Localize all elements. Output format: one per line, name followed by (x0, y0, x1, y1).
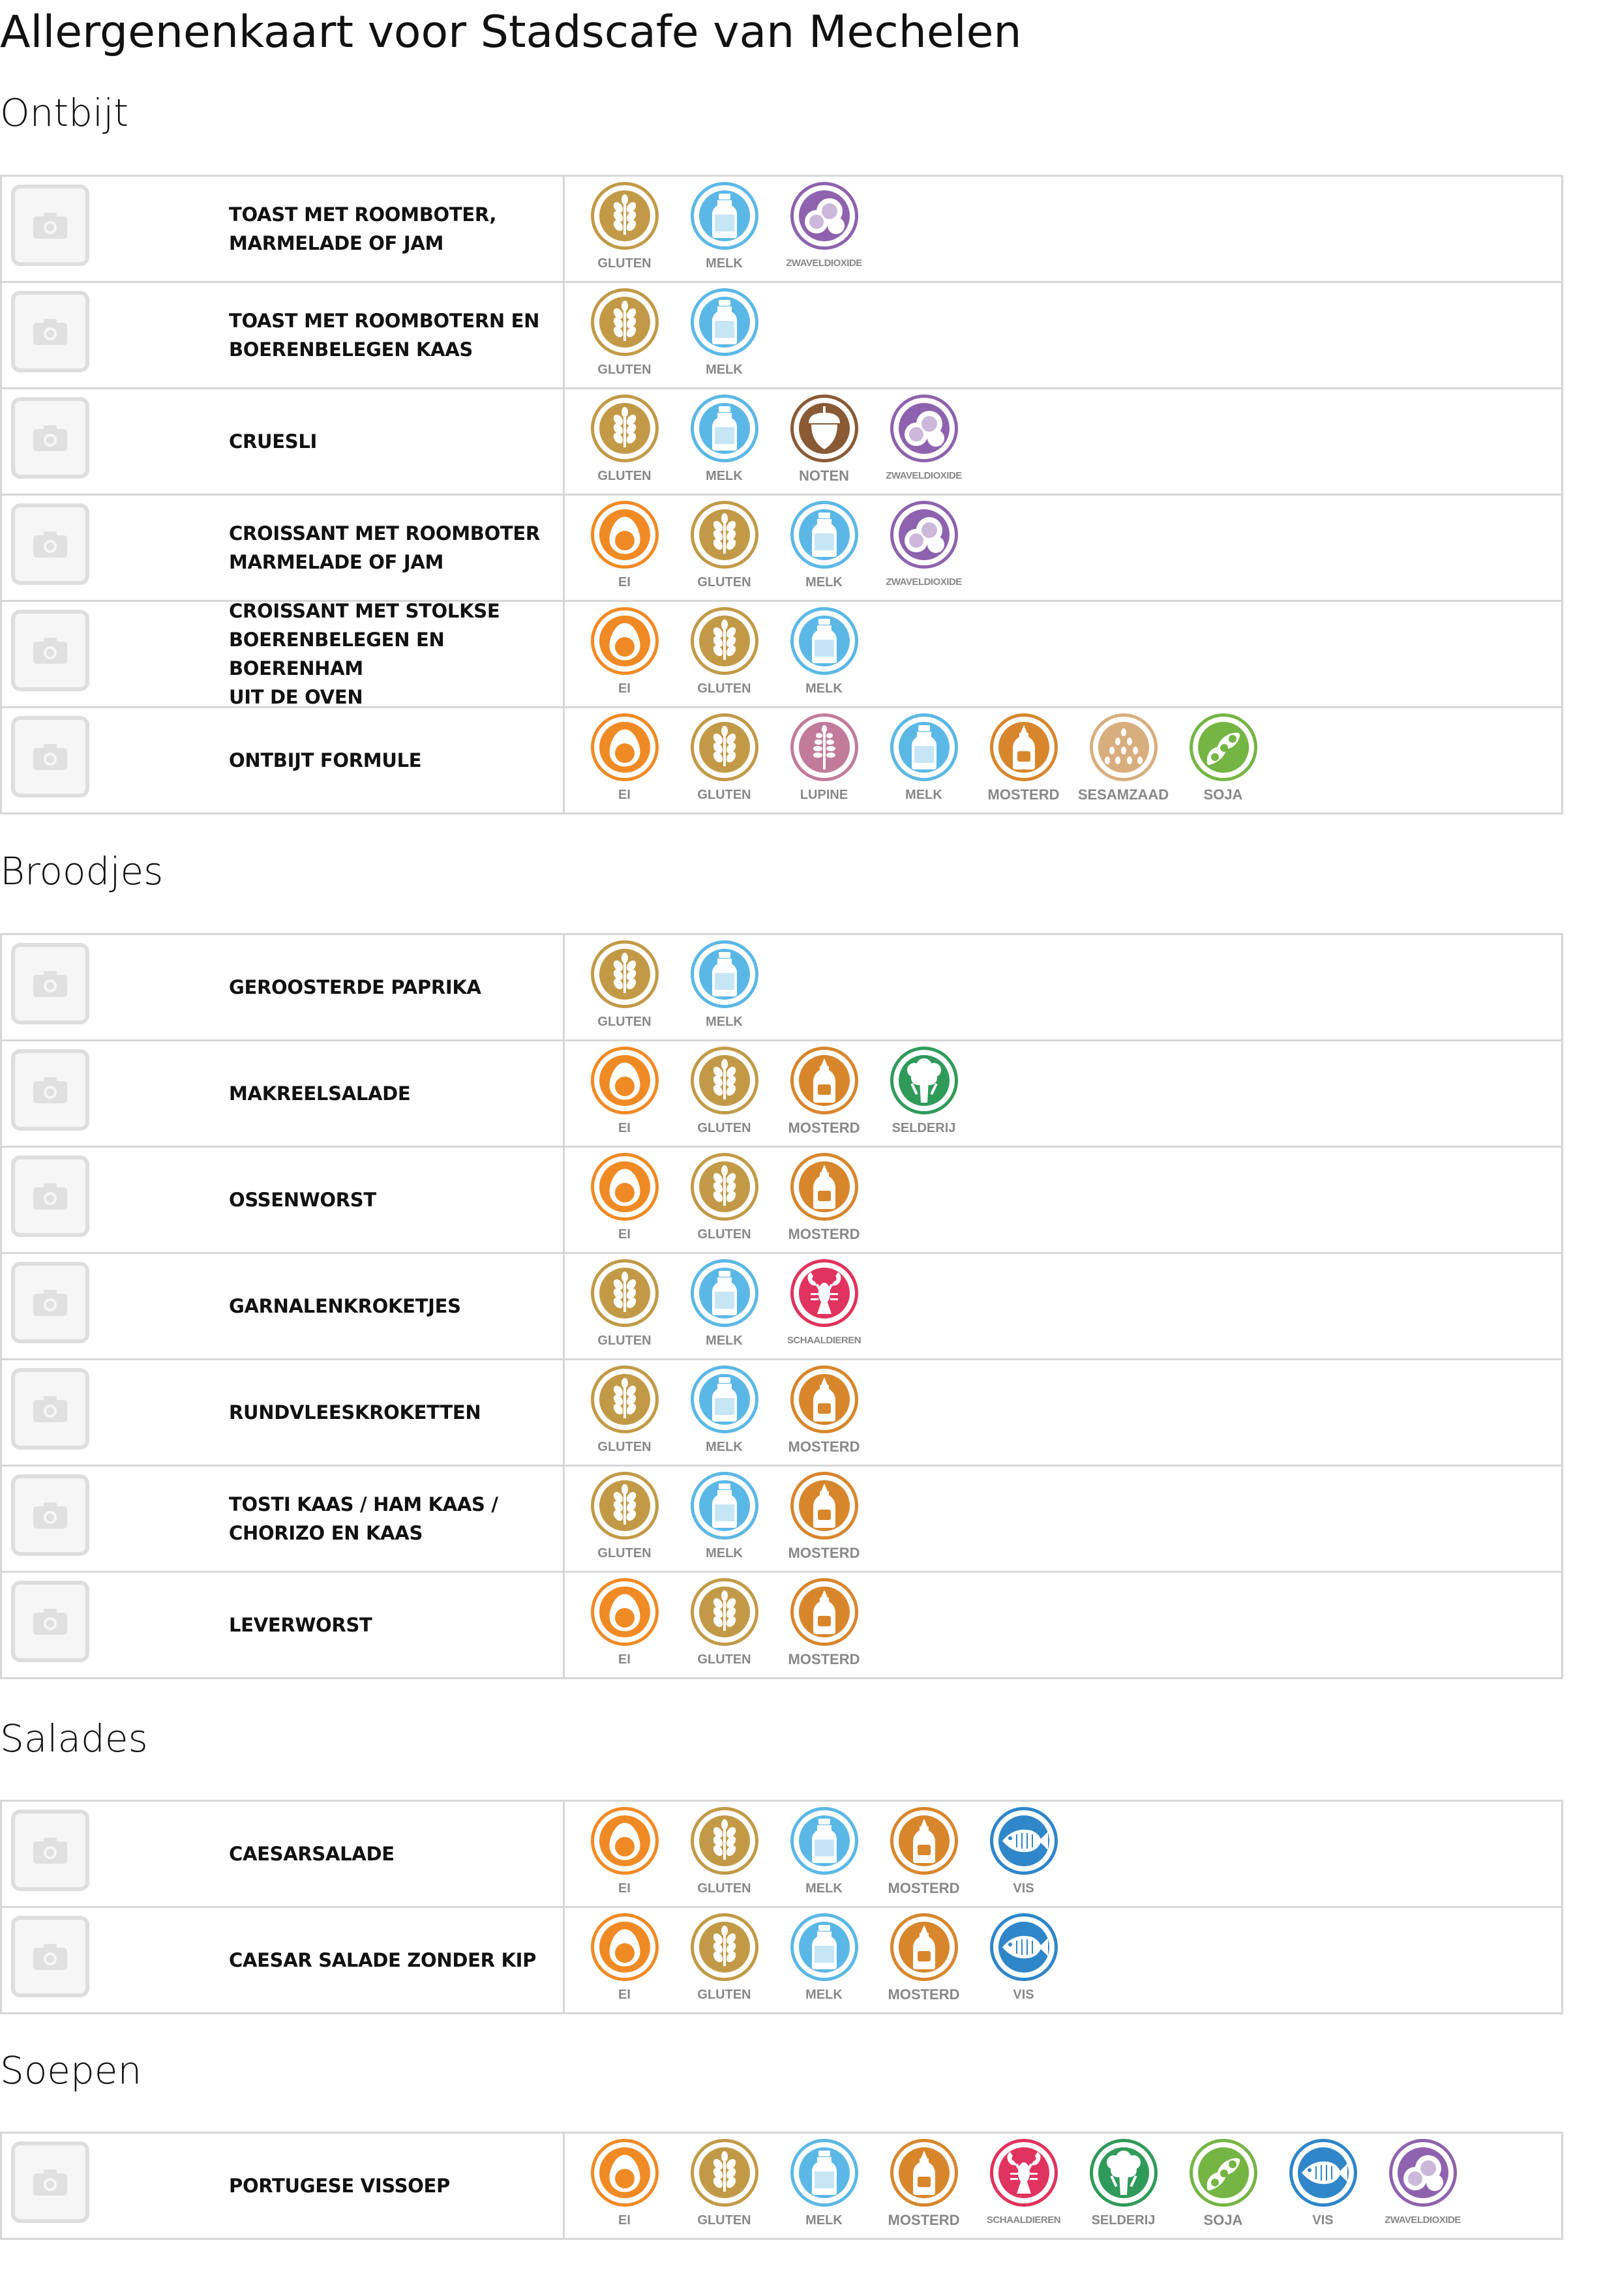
allergen-table-salades (0, 1800, 1563, 2014)
allergen-label: GLUTEN (697, 1988, 751, 2002)
column-divider (563, 1573, 565, 1677)
menu-item-row (2, 602, 1561, 708)
allergen-label: MOSTERD (788, 1439, 860, 1455)
allergen-vis (1273, 2139, 1373, 2228)
allergen-mosterd (774, 1365, 874, 1454)
column-divider (563, 1254, 565, 1358)
allergen-mosterd (874, 1913, 974, 2002)
photo-placeholder (11, 291, 89, 372)
allergen-gluten (674, 1807, 774, 1896)
wheat-icon (591, 182, 659, 250)
sulphite-bubbles-icon (1389, 2139, 1457, 2207)
allergen-label: MELK (805, 575, 843, 589)
menu-item-name (229, 283, 568, 387)
milk-bottle-icon (691, 288, 758, 356)
allergen-list (575, 288, 774, 377)
fish-icon (990, 1807, 1058, 1875)
egg-icon (591, 501, 659, 569)
allergen-label: EI (618, 575, 631, 589)
egg-icon (591, 1047, 659, 1114)
fish-icon (990, 1913, 1058, 1981)
mustard-bottle-icon (790, 1153, 858, 1221)
sulphite-bubbles-icon (890, 501, 958, 569)
allergen-vis (974, 1913, 1073, 2002)
allergen-gluten (674, 2139, 774, 2228)
allergen-zwavel (1373, 2139, 1473, 2228)
menu-item-row (2, 935, 1561, 1041)
allergen-melk (674, 1259, 774, 1348)
allergen-label: GLUTEN (697, 1881, 751, 1896)
allergen-label: SCHAALDIEREN (986, 2214, 1061, 2226)
allergen-melk (674, 1365, 774, 1454)
allergen-label: MELK (805, 2213, 843, 2228)
allergen-gluten (674, 1578, 774, 1667)
allergen-selderij (874, 1047, 974, 1135)
allergen-mosterd (774, 1153, 874, 1242)
allergen-gluten (575, 1472, 674, 1560)
allergen-gluten (575, 1365, 674, 1454)
milk-bottle-icon (790, 501, 858, 569)
column-divider (563, 2134, 565, 2238)
wheat-icon (591, 940, 659, 1008)
allergen-gluten (575, 182, 674, 271)
allergen-mosterd (774, 1047, 874, 1135)
allergen-label: SELDERIJ (891, 1121, 956, 1135)
allergen-melk (874, 713, 974, 802)
allergen-label: GLUTEN (697, 681, 751, 696)
photo-placeholder (11, 1049, 89, 1131)
allergen-mosterd (874, 2139, 974, 2228)
allergen-label: MELK (706, 1440, 743, 1454)
allergen-gluten (575, 940, 674, 1029)
allergen-label: MOSTERD (987, 786, 1060, 803)
allergen-mosterd (774, 1472, 874, 1560)
menu-item-row (2, 1908, 1561, 2014)
milk-bottle-icon (691, 940, 758, 1008)
allergen-label: EI (618, 788, 631, 802)
column-divider (563, 1908, 565, 2012)
allergen-label: ZWAVELDIOXIDE (786, 258, 862, 269)
allergen-label: MOSTERD (888, 2212, 960, 2228)
column-divider (563, 708, 565, 813)
allergen-label: ZWAVELDIOXIDE (886, 576, 962, 588)
menu-item-name-text: CROISSANT MET ROOMBOTER MARMELADE OF JAM (229, 522, 540, 573)
fish-icon (1289, 2139, 1357, 2207)
milk-bottle-icon (691, 1259, 758, 1327)
allergen-sesamzaad (1073, 713, 1173, 802)
column-divider (563, 1802, 565, 1906)
egg-icon (591, 713, 659, 781)
menu-item-row (2, 496, 1561, 602)
menu-item-name (229, 1467, 568, 1571)
wheat-icon (691, 1913, 758, 1981)
photo-placeholder (11, 2141, 89, 2223)
wheat-icon (691, 713, 758, 781)
allergen-label: GLUTEN (697, 575, 751, 589)
menu-item-row (2, 1360, 1561, 1467)
allergen-gluten (674, 501, 774, 589)
allergen-melk (774, 1913, 874, 2002)
allergen-label: GLUTEN (597, 1546, 652, 1560)
milk-bottle-icon (790, 607, 858, 675)
mustard-bottle-icon (790, 1047, 858, 1114)
menu-item-name (229, 2134, 568, 2238)
egg-icon (591, 1913, 659, 1981)
allergen-list (575, 607, 874, 696)
milk-bottle-icon (790, 1807, 858, 1875)
allergen-label: ZWAVELDIOXIDE (886, 470, 962, 481)
allergen-list (575, 1913, 1073, 2002)
photo-placeholder (11, 1262, 89, 1343)
wheat-icon (691, 1578, 758, 1646)
allergen-label: SCHAALDIEREN (787, 1335, 861, 1346)
menu-item-row (2, 1573, 1561, 1679)
allergen-label: EI (618, 2213, 631, 2228)
allergen-ei (575, 2139, 674, 2228)
allergen-label: MELK (706, 363, 743, 377)
menu-item-name (229, 1254, 568, 1358)
allergen-label: MOSTERD (888, 1986, 960, 2003)
allergen-label: MOSTERD (888, 1880, 960, 1896)
allergen-ei (575, 1153, 674, 1242)
column-divider (563, 177, 565, 281)
column-divider (563, 389, 565, 494)
allergen-gluten (674, 1913, 774, 2002)
mustard-bottle-icon (990, 713, 1058, 781)
menu-item-name-text: TOAST MET ROOMBOTERN EN BOERENBELEGEN KAAS (229, 310, 540, 361)
allergen-label: GLUTEN (597, 1440, 652, 1454)
celery-icon (1090, 2139, 1158, 2207)
allergen-soja (1173, 2139, 1273, 2228)
column-divider (563, 1360, 565, 1465)
allergen-label: MOSTERD (788, 1545, 860, 1561)
allergen-noten (774, 395, 874, 483)
photo-placeholder (11, 610, 89, 691)
allergen-melk (674, 395, 774, 483)
allergen-gluten (674, 607, 774, 696)
allergen-label: VIS (1013, 1988, 1034, 2002)
menu-item-row (2, 1802, 1561, 1908)
allergen-list (575, 1047, 974, 1135)
allergen-label: MELK (706, 256, 743, 271)
photo-placeholder (11, 1916, 89, 1997)
menu-item-name (229, 708, 568, 813)
allergen-soja (1173, 713, 1273, 802)
allergen-label: GLUTEN (597, 256, 652, 271)
allergen-list (575, 713, 1273, 802)
allergen-gluten (674, 1047, 774, 1135)
mustard-bottle-icon (890, 2139, 958, 2207)
soybean-icon (1190, 713, 1257, 781)
allergen-label: MOSTERD (788, 1120, 860, 1136)
menu-item-name-text: ONTBIJT FORMULE (229, 749, 422, 771)
allergen-melk (674, 1472, 774, 1560)
column-divider (563, 1148, 565, 1252)
allergen-label: MELK (905, 788, 942, 802)
photo-placeholder (11, 1155, 89, 1237)
allergen-ei (575, 501, 674, 589)
column-divider (563, 1041, 565, 1146)
menu-item-name-text: TOSTI KAAS / HAM KAAS / CHORIZO EN KAAS (229, 1493, 498, 1544)
allergen-zwavel (874, 501, 974, 589)
wheat-icon (691, 607, 758, 675)
allergen-label: EI (618, 1881, 631, 1896)
allergen-label: SOJA (1203, 2212, 1243, 2228)
photo-placeholder (11, 943, 89, 1024)
allergen-label: GLUTEN (697, 2213, 751, 2228)
menu-item-name-text: CROISSANT MET STOLKSE BOERENBELEGEN EN BOERENHAM UIT DE OVEN (229, 600, 500, 708)
mustard-bottle-icon (890, 1913, 958, 1981)
allergen-melk (774, 2139, 874, 2228)
milk-bottle-icon (691, 395, 758, 462)
allergen-label: MELK (706, 1546, 743, 1560)
milk-bottle-icon (790, 1913, 858, 1981)
allergen-label: MELK (706, 1015, 743, 1029)
menu-item-name (229, 1573, 568, 1677)
egg-icon (591, 1153, 659, 1221)
menu-item-name (229, 1802, 568, 1906)
allergen-label: ZWAVELDIOXIDE (1385, 2214, 1461, 2226)
allergen-melk (774, 607, 874, 696)
menu-item-row (2, 1041, 1561, 1148)
menu-item-name-text: CRUESLI (229, 430, 318, 453)
allergen-ei (575, 1807, 674, 1896)
allergen-label: LUPINE (800, 788, 848, 802)
photo-placeholder (11, 1368, 89, 1450)
allergen-list (575, 1259, 874, 1348)
allergen-melk (674, 940, 774, 1029)
allergen-list (575, 940, 774, 1029)
allergen-label: MOSTERD (788, 1651, 860, 1667)
allergen-label: MELK (805, 1988, 843, 2002)
allergen-label: MOSTERD (788, 1226, 860, 1242)
wheat-icon (691, 1047, 758, 1114)
allergen-selderij (1073, 2139, 1173, 2228)
allergen-gluten (575, 1259, 674, 1348)
allergen-melk (774, 501, 874, 589)
allergen-label: GLUTEN (697, 1227, 751, 1242)
allergen-list (575, 1153, 874, 1242)
menu-item-name (229, 496, 568, 600)
allergen-label: GLUTEN (597, 1015, 652, 1029)
allergen-list (575, 182, 874, 271)
allergen-label: VIS (1312, 2213, 1334, 2228)
allergen-mosterd (974, 713, 1073, 802)
menu-item-name (229, 177, 568, 281)
menu-item-name (229, 935, 568, 1039)
celery-icon (890, 1047, 958, 1114)
mustard-bottle-icon (790, 1578, 858, 1646)
allergen-label: EI (618, 1227, 631, 1242)
lobster-icon (790, 1259, 858, 1327)
lupine-flower-icon (790, 713, 858, 781)
menu-item-name-text: TOAST MET ROOMBOTER, MARMELADE OF JAM (229, 203, 497, 254)
allergen-schaaldieren (974, 2139, 1073, 2228)
wheat-icon (591, 1259, 659, 1327)
milk-bottle-icon (890, 713, 958, 781)
wheat-icon (591, 1365, 659, 1433)
menu-item-row (2, 1467, 1561, 1573)
allergen-melk (774, 1807, 874, 1896)
allergen-schaaldieren (774, 1259, 874, 1348)
egg-icon (591, 1578, 659, 1646)
menu-item-name (229, 1041, 568, 1146)
allergen-label: GLUTEN (597, 1334, 652, 1348)
wheat-icon (691, 2139, 758, 2207)
milk-bottle-icon (691, 182, 758, 250)
mustard-bottle-icon (790, 1472, 858, 1540)
menu-item-name-text: CAESAR SALADE ZONDER KIP (229, 1949, 537, 1971)
allergen-zwavel (874, 395, 974, 483)
allergen-lupine (774, 713, 874, 802)
allergen-label: SOJA (1203, 786, 1243, 803)
menu-item-name-text: LEVERWORST (229, 1614, 372, 1636)
menu-item-name-text: GARNALENKROKETJES (229, 1295, 461, 1317)
menu-item-name (229, 1908, 568, 2012)
column-divider (563, 602, 565, 706)
allergen-label: EI (618, 1652, 631, 1667)
allergen-label: EI (618, 1988, 631, 2002)
wheat-icon (591, 288, 659, 356)
allergen-gluten (575, 395, 674, 483)
menu-item-name-text: RUNDVLEESKROKETTEN (229, 1401, 481, 1424)
allergen-mosterd (774, 1578, 874, 1667)
allergen-label: GLUTEN (597, 469, 652, 483)
wheat-icon (591, 1472, 659, 1540)
allergen-list (575, 1807, 1073, 1896)
acorn-icon (790, 395, 858, 462)
allergen-gluten (674, 1153, 774, 1242)
photo-placeholder (11, 1581, 89, 1662)
allergen-ei (575, 607, 674, 696)
lobster-icon (990, 2139, 1058, 2207)
allergen-table-broodjes (0, 933, 1563, 1679)
section-title-broodjes: Broodjes (0, 849, 164, 893)
allergen-melk (674, 182, 774, 271)
allergen-list (575, 1365, 874, 1454)
allergen-ei (575, 1047, 674, 1135)
allergen-list (575, 1472, 874, 1560)
egg-icon (591, 2139, 659, 2207)
sulphite-bubbles-icon (890, 395, 958, 462)
column-divider (563, 935, 565, 1039)
menu-item-name-text: GEROOSTERDE PAPRIKA (229, 976, 481, 998)
egg-icon (591, 607, 659, 675)
menu-item-name (229, 1360, 568, 1465)
allergen-gluten (674, 713, 774, 802)
allergen-label: GLUTEN (597, 363, 652, 377)
menu-item-row (2, 389, 1561, 496)
mustard-bottle-icon (890, 1807, 958, 1875)
allergen-label: MELK (706, 469, 743, 483)
column-divider (563, 496, 565, 600)
allergen-label: MELK (706, 1334, 743, 1348)
milk-bottle-icon (691, 1365, 758, 1433)
photo-placeholder (11, 1810, 89, 1891)
column-divider (563, 283, 565, 387)
menu-item-name (229, 602, 568, 706)
menu-item-name (229, 1148, 568, 1252)
menu-item-name-text: MAKREELSALADE (229, 1082, 411, 1105)
menu-item-row (2, 283, 1561, 389)
menu-item-row (2, 2134, 1561, 2240)
milk-bottle-icon (691, 1472, 758, 1540)
photo-placeholder (11, 503, 89, 585)
allergen-label: SESAMZAAD (1077, 786, 1169, 803)
allergen-label: GLUTEN (697, 1121, 751, 1135)
photo-placeholder (11, 1474, 89, 1556)
allergen-label: GLUTEN (697, 788, 751, 802)
photo-placeholder (11, 185, 89, 266)
allergen-melk (674, 288, 774, 377)
allergen-zwavel (774, 182, 874, 271)
menu-item-row (2, 1254, 1561, 1360)
allergen-list (575, 2139, 1473, 2228)
sesame-seeds-icon (1090, 713, 1158, 781)
allergen-list (575, 1578, 874, 1667)
menu-item-name-text: CAESARSALADE (229, 1843, 395, 1865)
soybean-icon (1190, 2139, 1257, 2207)
menu-item-name-text: OSSENWORST (229, 1189, 376, 1211)
page-title: Allergenenkaart voor Stadscafe van Mechelen (0, 7, 1022, 58)
egg-icon (591, 1807, 659, 1875)
menu-item-row (2, 1148, 1561, 1254)
allergen-ei (575, 713, 674, 802)
allergen-list (575, 501, 974, 589)
milk-bottle-icon (790, 2139, 858, 2207)
allergen-label: EI (618, 681, 631, 696)
menu-item-name-text: PORTUGESE VISSOEP (229, 2175, 450, 2197)
menu-item-row (2, 177, 1561, 283)
allergen-label: NOTEN (799, 468, 849, 484)
allergen-label: GLUTEN (697, 1652, 751, 1667)
allergen-label: VIS (1013, 1881, 1034, 1896)
allergen-mosterd (874, 1807, 974, 1896)
menu-item-name (229, 389, 568, 494)
mustard-bottle-icon (790, 1365, 858, 1433)
section-title-ontbijt: Ontbijt (0, 91, 128, 135)
sulphite-bubbles-icon (790, 182, 858, 250)
column-divider (563, 1467, 565, 1571)
allergen-gluten (575, 288, 674, 377)
wheat-icon (591, 395, 659, 462)
allergen-label: EI (618, 1121, 631, 1135)
allergen-list (575, 395, 974, 483)
allergen-ei (575, 1578, 674, 1667)
allergen-ei (575, 1913, 674, 2002)
allergen-label: SELDERIJ (1091, 2213, 1156, 2228)
allergen-table-ontbijt (0, 175, 1563, 814)
allergen-vis (974, 1807, 1073, 1896)
allergen-label: MELK (805, 681, 843, 696)
allergen-label: MELK (805, 1881, 843, 1896)
wheat-icon (691, 1807, 758, 1875)
photo-placeholder (11, 397, 89, 479)
allergen-table-soepen (0, 2132, 1563, 2240)
section-title-salades: Salades (0, 1716, 148, 1761)
wheat-icon (691, 501, 758, 569)
photo-placeholder (11, 716, 89, 798)
menu-item-row (2, 708, 1561, 814)
wheat-icon (691, 1153, 758, 1221)
section-title-soepen: Soepen (0, 2048, 142, 2093)
